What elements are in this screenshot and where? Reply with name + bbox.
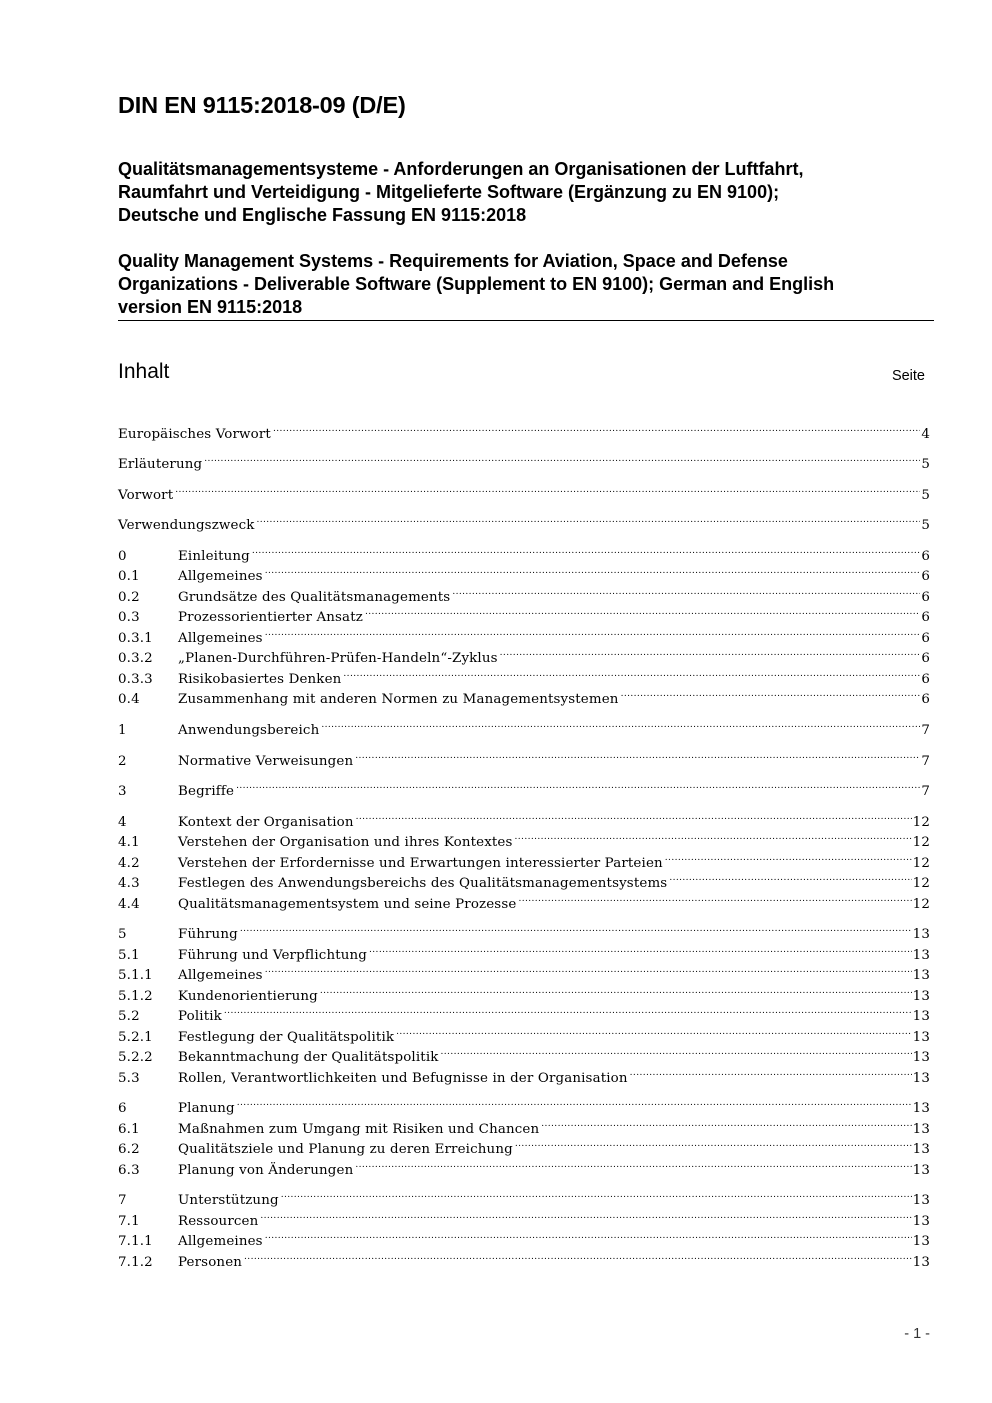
toc-entry-number: 2 (118, 754, 127, 769)
toc-entry-title: Allgemeines (178, 1234, 263, 1249)
toc-entry-number: 5.2.1 (118, 1030, 153, 1045)
toc-dot-leader (355, 745, 920, 765)
document-designation: DIN EN 9115:2018-09 (D/E) (118, 92, 406, 118)
toc-entry-page: 6 (921, 549, 930, 564)
toc-entry-page: 12 (912, 835, 930, 850)
toc-entry-number: 1 (118, 723, 127, 738)
toc-entry-title: Planung von Änderungen (178, 1163, 354, 1178)
toc-dot-leader (343, 663, 920, 683)
toc-dot-leader (175, 479, 920, 499)
toc-entry[interactable] (118, 1205, 930, 1229)
toc-entry[interactable] (118, 826, 930, 850)
toc-heading: Inhalt (118, 360, 170, 383)
toc-entry[interactable] (118, 1000, 930, 1024)
toc-dot-leader (665, 847, 912, 867)
toc-entry-title: Vorwort (118, 488, 174, 503)
toc-dot-leader (518, 888, 911, 908)
toc-dot-leader (321, 714, 920, 734)
toc-dot-leader (281, 1184, 912, 1204)
toc-entry-title: Zusammenhang mit anderen Normen zu Managementsystemen (178, 692, 619, 707)
toc-entry[interactable] (118, 581, 930, 605)
toc-entry-number: 7.1 (118, 1214, 140, 1229)
toc-entry[interactable] (118, 867, 930, 891)
toc-entry-page: 7 (921, 723, 930, 738)
toc-entry-title: Allgemeines (178, 569, 263, 584)
toc-entry-number: 6.3 (118, 1163, 140, 1178)
toc-entry-number: 7.1.1 (118, 1234, 153, 1249)
toc-entry-title: Allgemeines (178, 631, 263, 646)
english-title-line: Quality Management Systems - Requirements for Aviation, Space and Defense (118, 251, 788, 271)
toc-entry-page: 13 (912, 1142, 930, 1157)
toc-entry-title: Einleitung (178, 549, 250, 564)
toc-entry[interactable] (118, 663, 930, 687)
toc-dot-leader (257, 509, 921, 529)
toc-dot-leader (265, 622, 921, 642)
toc-entry-number: 4.2 (118, 856, 140, 871)
toc-entry-page: 13 (912, 1163, 930, 1178)
toc-entry-page: 13 (912, 1255, 930, 1270)
toc-entry-title: Normative Verweisungen (178, 754, 354, 769)
toc-entry-title: Kundenorientierung (178, 989, 318, 1004)
toc-entry-number: 3 (118, 784, 127, 799)
toc-entry-title: Anwendungsbereich (178, 723, 320, 738)
toc-entry-number: 7 (118, 1193, 127, 1208)
toc-entry[interactable] (118, 745, 930, 769)
toc-entry[interactable] (118, 806, 930, 830)
toc-entry-page: 13 (912, 1050, 930, 1065)
toc-dot-leader (365, 601, 920, 621)
toc-dot-leader (356, 806, 912, 826)
toc-dot-leader (260, 1205, 911, 1225)
toc-entry-page: 5 (921, 518, 930, 533)
toc-dot-leader (541, 1113, 911, 1133)
toc-entry-title: Kontext der Organisation (178, 815, 354, 830)
toc-dot-leader (669, 867, 911, 887)
toc-entry-page: 13 (912, 968, 930, 983)
toc-entry[interactable] (118, 775, 930, 799)
toc-entry[interactable] (118, 1113, 930, 1137)
toc-entry-number: 0.2 (118, 590, 140, 605)
toc-entry[interactable] (118, 847, 930, 871)
toc-entry-title: Grundsätze des Qualitätsmanagements (178, 590, 451, 605)
toc-entry[interactable] (118, 1041, 930, 1065)
toc-entry-title: Bekanntmachung der Qualitätspolitik (178, 1050, 439, 1065)
toc-entry-number: 0.4 (118, 692, 140, 707)
toc-entry-page: 6 (921, 569, 930, 584)
toc-entry-title: Rollen, Verantwortlichkeiten und Befugnisse in der Organisation (178, 1071, 628, 1086)
toc-entry[interactable] (118, 714, 930, 738)
toc-entry[interactable] (118, 1092, 930, 1116)
page-number: - 1 - (904, 1326, 930, 1342)
toc-entry[interactable] (118, 1184, 930, 1208)
toc-entry-title: Führung (178, 927, 238, 942)
toc-entry-page: 13 (912, 1234, 930, 1249)
toc-entry-number: 5 (118, 927, 127, 942)
toc-entry[interactable] (118, 918, 930, 942)
toc-entry-number: 0.3.1 (118, 631, 153, 646)
toc-entry-title: Risikobasiertes Denken (178, 672, 342, 687)
english-title-line: version EN 9115:2018 (118, 297, 303, 317)
title-divider (118, 320, 934, 321)
german-title-line: Deutsche und Englische Fassung EN 9115:2018 (118, 205, 527, 225)
toc-entry-page: 6 (921, 590, 930, 605)
toc-entry-title: Maßnahmen zum Umgang mit Risiken und Chancen (178, 1122, 540, 1137)
toc-entry-page: 13 (912, 1193, 930, 1208)
toc-entry-title: Verstehen der Organisation und ihres Kontextes (178, 835, 513, 850)
german-title-line: Raumfahrt und Verteidigung - Mitgelieferte Software (Ergänzung zu EN 9100); (118, 182, 780, 202)
toc-dot-leader (396, 1021, 912, 1041)
toc-entry[interactable] (118, 418, 930, 442)
toc-entry-page: 6 (921, 610, 930, 625)
toc-entry-number: 7.1.2 (118, 1255, 153, 1270)
toc-entry-number: 0.3.3 (118, 672, 153, 687)
toc-entry-title: Qualitätsziele und Planung zu deren Erreichung (178, 1142, 513, 1157)
toc-entry-title: Prozessorientierter Ansatz (178, 610, 363, 625)
toc-entry-page: 6 (921, 631, 930, 646)
toc-entry-number: 6.2 (118, 1142, 140, 1157)
toc-entry[interactable] (118, 959, 930, 983)
toc-entry-page: 6 (921, 692, 930, 707)
toc-entry-page: 13 (912, 1030, 930, 1045)
toc-dot-leader (355, 1154, 911, 1174)
toc-entry-title: Unterstützung (178, 1193, 279, 1208)
toc-dot-leader (500, 642, 921, 662)
toc-entry[interactable] (118, 601, 930, 625)
toc-dot-leader (320, 980, 912, 1000)
toc-entry[interactable] (118, 1225, 930, 1249)
english-title (118, 250, 834, 319)
toc-entry-title: „Planen-Durchführen-Prüfen-Handeln“-Zyklus (178, 651, 498, 666)
toc-entry-page: 12 (912, 876, 930, 891)
toc-entry-title: Verwendungszweck (118, 518, 255, 533)
toc-entry-page: 13 (912, 1101, 930, 1116)
toc-entry[interactable] (118, 509, 930, 533)
toc-entry-page: 7 (921, 784, 930, 799)
toc-entry-page: 6 (921, 672, 930, 687)
toc-dot-leader (515, 1133, 912, 1153)
toc-entry-number: 5.1.2 (118, 989, 153, 1004)
toc-entry-title: Allgemeines (178, 968, 263, 983)
toc-entry-number: 4.3 (118, 876, 140, 891)
toc-entry-page: 12 (912, 856, 930, 871)
toc-entry[interactable] (118, 1021, 930, 1045)
english-title-line: Organizations - Deliverable Software (Supplement to EN 9100); German and English (118, 274, 835, 294)
toc-entry-page: 6 (921, 651, 930, 666)
toc-entry-page: 13 (912, 1122, 930, 1137)
toc-entry-page: 13 (912, 989, 930, 1004)
toc-entry-number: 5.2.2 (118, 1050, 153, 1065)
toc-entry-page: 5 (921, 488, 930, 503)
toc-entry-number: 0.3 (118, 610, 140, 625)
german-title-line: Qualitätsmanagementsysteme - Anforderungen an Organisationen der Luftfahrt, (118, 159, 804, 179)
toc-entry-number: 4 (118, 815, 127, 830)
toc-dot-leader (204, 448, 920, 468)
toc-entry[interactable] (118, 939, 930, 963)
toc-entry-title: Verstehen der Erfordernisse und Erwartungen interessierter Parteien (178, 856, 663, 871)
toc-dot-leader (265, 959, 912, 979)
toc-entry-number: 4.4 (118, 897, 140, 912)
toc-entry-page: 13 (912, 927, 930, 942)
toc-entry-page: 13 (912, 1071, 930, 1086)
toc-entry[interactable] (118, 642, 930, 666)
toc-entry-title: Planung (178, 1101, 235, 1116)
toc-entry-number: 6.1 (118, 1122, 140, 1137)
toc-entry[interactable] (118, 888, 930, 912)
toc-entry[interactable] (118, 560, 930, 584)
toc-entry-number: 4.1 (118, 835, 140, 850)
toc-dot-leader (240, 918, 912, 938)
toc-dot-leader (515, 826, 912, 846)
toc-entry[interactable] (118, 448, 930, 472)
toc-entry[interactable] (118, 622, 930, 646)
toc-dot-leader (237, 1092, 912, 1112)
toc-dot-leader (630, 1062, 912, 1082)
toc-dot-leader (441, 1041, 912, 1061)
german-title (118, 158, 803, 227)
toc-entry-page: 13 (912, 948, 930, 963)
toc-entry-title: Festlegen des Anwendungsbereichs des Qualitätsmanagementsystems (178, 876, 668, 891)
toc-entry[interactable] (118, 683, 930, 707)
toc-entry[interactable] (118, 1062, 930, 1086)
toc-entry-page: 12 (912, 815, 930, 830)
toc-entry[interactable] (118, 1133, 930, 1157)
toc-entry[interactable] (118, 540, 930, 564)
toc-entry[interactable] (118, 980, 930, 1004)
toc-page-column-label: Seite (891, 368, 925, 384)
toc-entry[interactable] (118, 1246, 930, 1270)
toc-entry-number: 0 (118, 549, 127, 564)
toc-dot-leader (265, 1225, 912, 1245)
toc-dot-leader (244, 1246, 912, 1266)
toc-entry-page: 7 (921, 754, 930, 769)
toc-dot-leader (452, 581, 920, 601)
toc-entry-title: Erläuterung (118, 457, 203, 472)
toc-entry-number: 5.2 (118, 1009, 140, 1024)
toc-entry-page: 5 (921, 457, 930, 472)
toc-entry-number: 5.3 (118, 1071, 140, 1086)
toc-entry-number: 0.3.2 (118, 651, 153, 666)
toc-entry-title: Personen (178, 1255, 243, 1270)
toc-entry-title: Festlegung der Qualitätspolitik (178, 1030, 395, 1045)
toc-entry-number: 5.1.1 (118, 968, 153, 983)
toc-dot-leader (265, 560, 921, 580)
toc-entry-title: Ressourcen (178, 1214, 259, 1229)
toc-dot-leader (369, 939, 912, 959)
toc-entry-page: 4 (921, 427, 930, 442)
toc-entry-title: Begriffe (178, 784, 235, 799)
toc-dot-leader (236, 775, 920, 795)
toc-dot-leader (252, 540, 920, 560)
toc-entry-number: 5.1 (118, 948, 140, 963)
toc-dot-leader (273, 418, 920, 438)
toc-entry-page: 13 (912, 1009, 930, 1024)
toc-entry-title: Politik (178, 1009, 222, 1024)
toc-entry-number: 0.1 (118, 569, 140, 584)
toc-dot-leader (224, 1000, 912, 1020)
toc-entry-title: Qualitätsmanagementsystem und seine Prozesse (178, 897, 517, 912)
toc-entry[interactable] (118, 1154, 930, 1178)
toc-entry-page: 12 (912, 897, 930, 912)
toc-entry-number: 6 (118, 1101, 127, 1116)
toc-entry-page: 13 (912, 1214, 930, 1229)
toc-entry-title: Führung und Verpflichtung (178, 948, 368, 963)
toc-entry-title: Europäisches Vorwort (118, 427, 271, 442)
toc-dot-leader (621, 683, 921, 703)
toc-entry[interactable] (118, 479, 930, 503)
